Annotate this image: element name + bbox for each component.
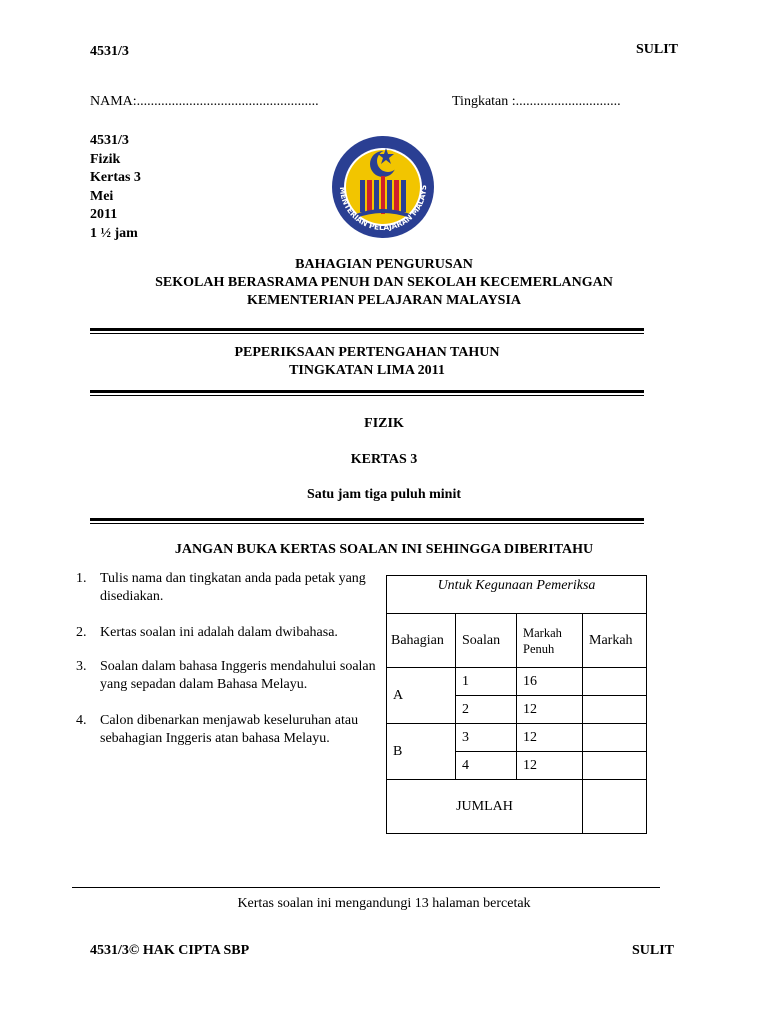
instruction-item [76,712,376,748]
instruction-text: Tulis nama dan tingkatan anda pada petak yang disediakan. [100,571,366,604]
duration: Satu jam tiga puluh minit [306,487,462,502]
footer-classification: SULIT [632,943,675,958]
header-section: Bahagian [387,614,456,668]
paper-info-line: 1 ½ jam [90,225,138,241]
paper: KERTAS 3 [350,452,418,467]
question-number: 3 [456,724,517,752]
instruction-item [76,570,376,606]
exam-title-line: PEPERIKSAAN PERTENGAHAN TAHUN [234,345,500,360]
section-label: A [387,668,456,724]
marks-cell[interactable] [583,752,647,780]
instruction-number: 2. [76,625,87,640]
header-code: 4531/3 [90,44,129,59]
examiner-table [386,575,647,834]
header-marks: Markah [583,614,647,668]
instruction-text: Calon dibenarkan menjawab keseluruhan atau sebahagian Inggeris atan bahasa Melayu. [100,713,359,746]
instruction-number: 3. [76,659,87,674]
double-rule [90,518,644,524]
instruction-number: 4. [76,713,87,728]
paper-info-line: Fizik [90,151,121,167]
name-field: NAMA:.................................................... [90,94,319,109]
section-label: B [387,724,456,780]
question-number: 1 [456,668,517,696]
total-marks-cell[interactable] [583,780,647,834]
instruction-number: 1. [76,571,87,586]
full-marks-value: 12 [517,724,583,752]
subject: FIZIK [364,416,404,431]
warning: JANGAN BUKA KERTAS SOALAN INI SEHINGGA DIBERITAHU [174,542,594,557]
footer-copyright: 4531/3© HAK CIPTA SBP [90,943,250,958]
marks-cell[interactable] [583,668,647,696]
instruction-text: Kertas soalan ini adalah dalam dwibahasa. [100,625,338,640]
full-marks-value: 12 [517,696,583,724]
paper-info-line: 4531/3 [90,133,129,148]
paper-info [90,132,141,243]
paper-info-line: 2011 [90,207,118,222]
instruction-text: Soalan dalam bahasa Inggeris mendahului soalan yang sepadan dalam Bahasa Melayu. [100,659,376,692]
double-rule [90,390,644,396]
marks-cell[interactable] [583,696,647,724]
header-classification: SULIT [636,42,679,57]
organisation-line: KEMENTERIAN PELAJARAN MALAYSIA [246,293,522,308]
total-label: JUMLAH [387,780,583,834]
organisation-line: BAHAGIAN PENGURUSAN [295,257,473,272]
question-number: 4 [456,752,517,780]
instruction-item [76,624,376,642]
exam-title [0,344,734,380]
organisation-line: SEKOLAH BERASRAMA PENUH DAN SEKOLAH KECEMERLANGAN [155,275,613,290]
footer-rule [72,887,660,888]
paper-info-line: Kertas 3 [90,170,141,185]
full-marks-value: 12 [517,752,583,780]
question-number: 2 [456,696,517,724]
ministry-logo-icon [330,134,436,240]
organisation-heading [0,256,768,310]
ministry-logo [330,134,436,240]
paper-info-line: Mei [90,188,114,204]
double-rule [90,328,644,334]
examiner-table-title: Untuk Kegunaan Pemeriksa [387,576,647,614]
exam-title-line: TINGKATAN LIMA 2011 [289,363,445,378]
logo-arc-text: MENTERIAN PELAJARAN MALAYS [337,184,429,233]
marks-cell[interactable] [583,724,647,752]
instruction-item [76,658,376,694]
pages-note: Kertas soalan ini mengandungi 13 halaman bercetak [237,896,531,911]
form-field: Tingkatan :.............................. [452,94,621,109]
full-marks-value: 16 [517,668,583,696]
header-question: Soalan [456,614,517,668]
header-full-marks: Markah Penuh [517,614,583,668]
